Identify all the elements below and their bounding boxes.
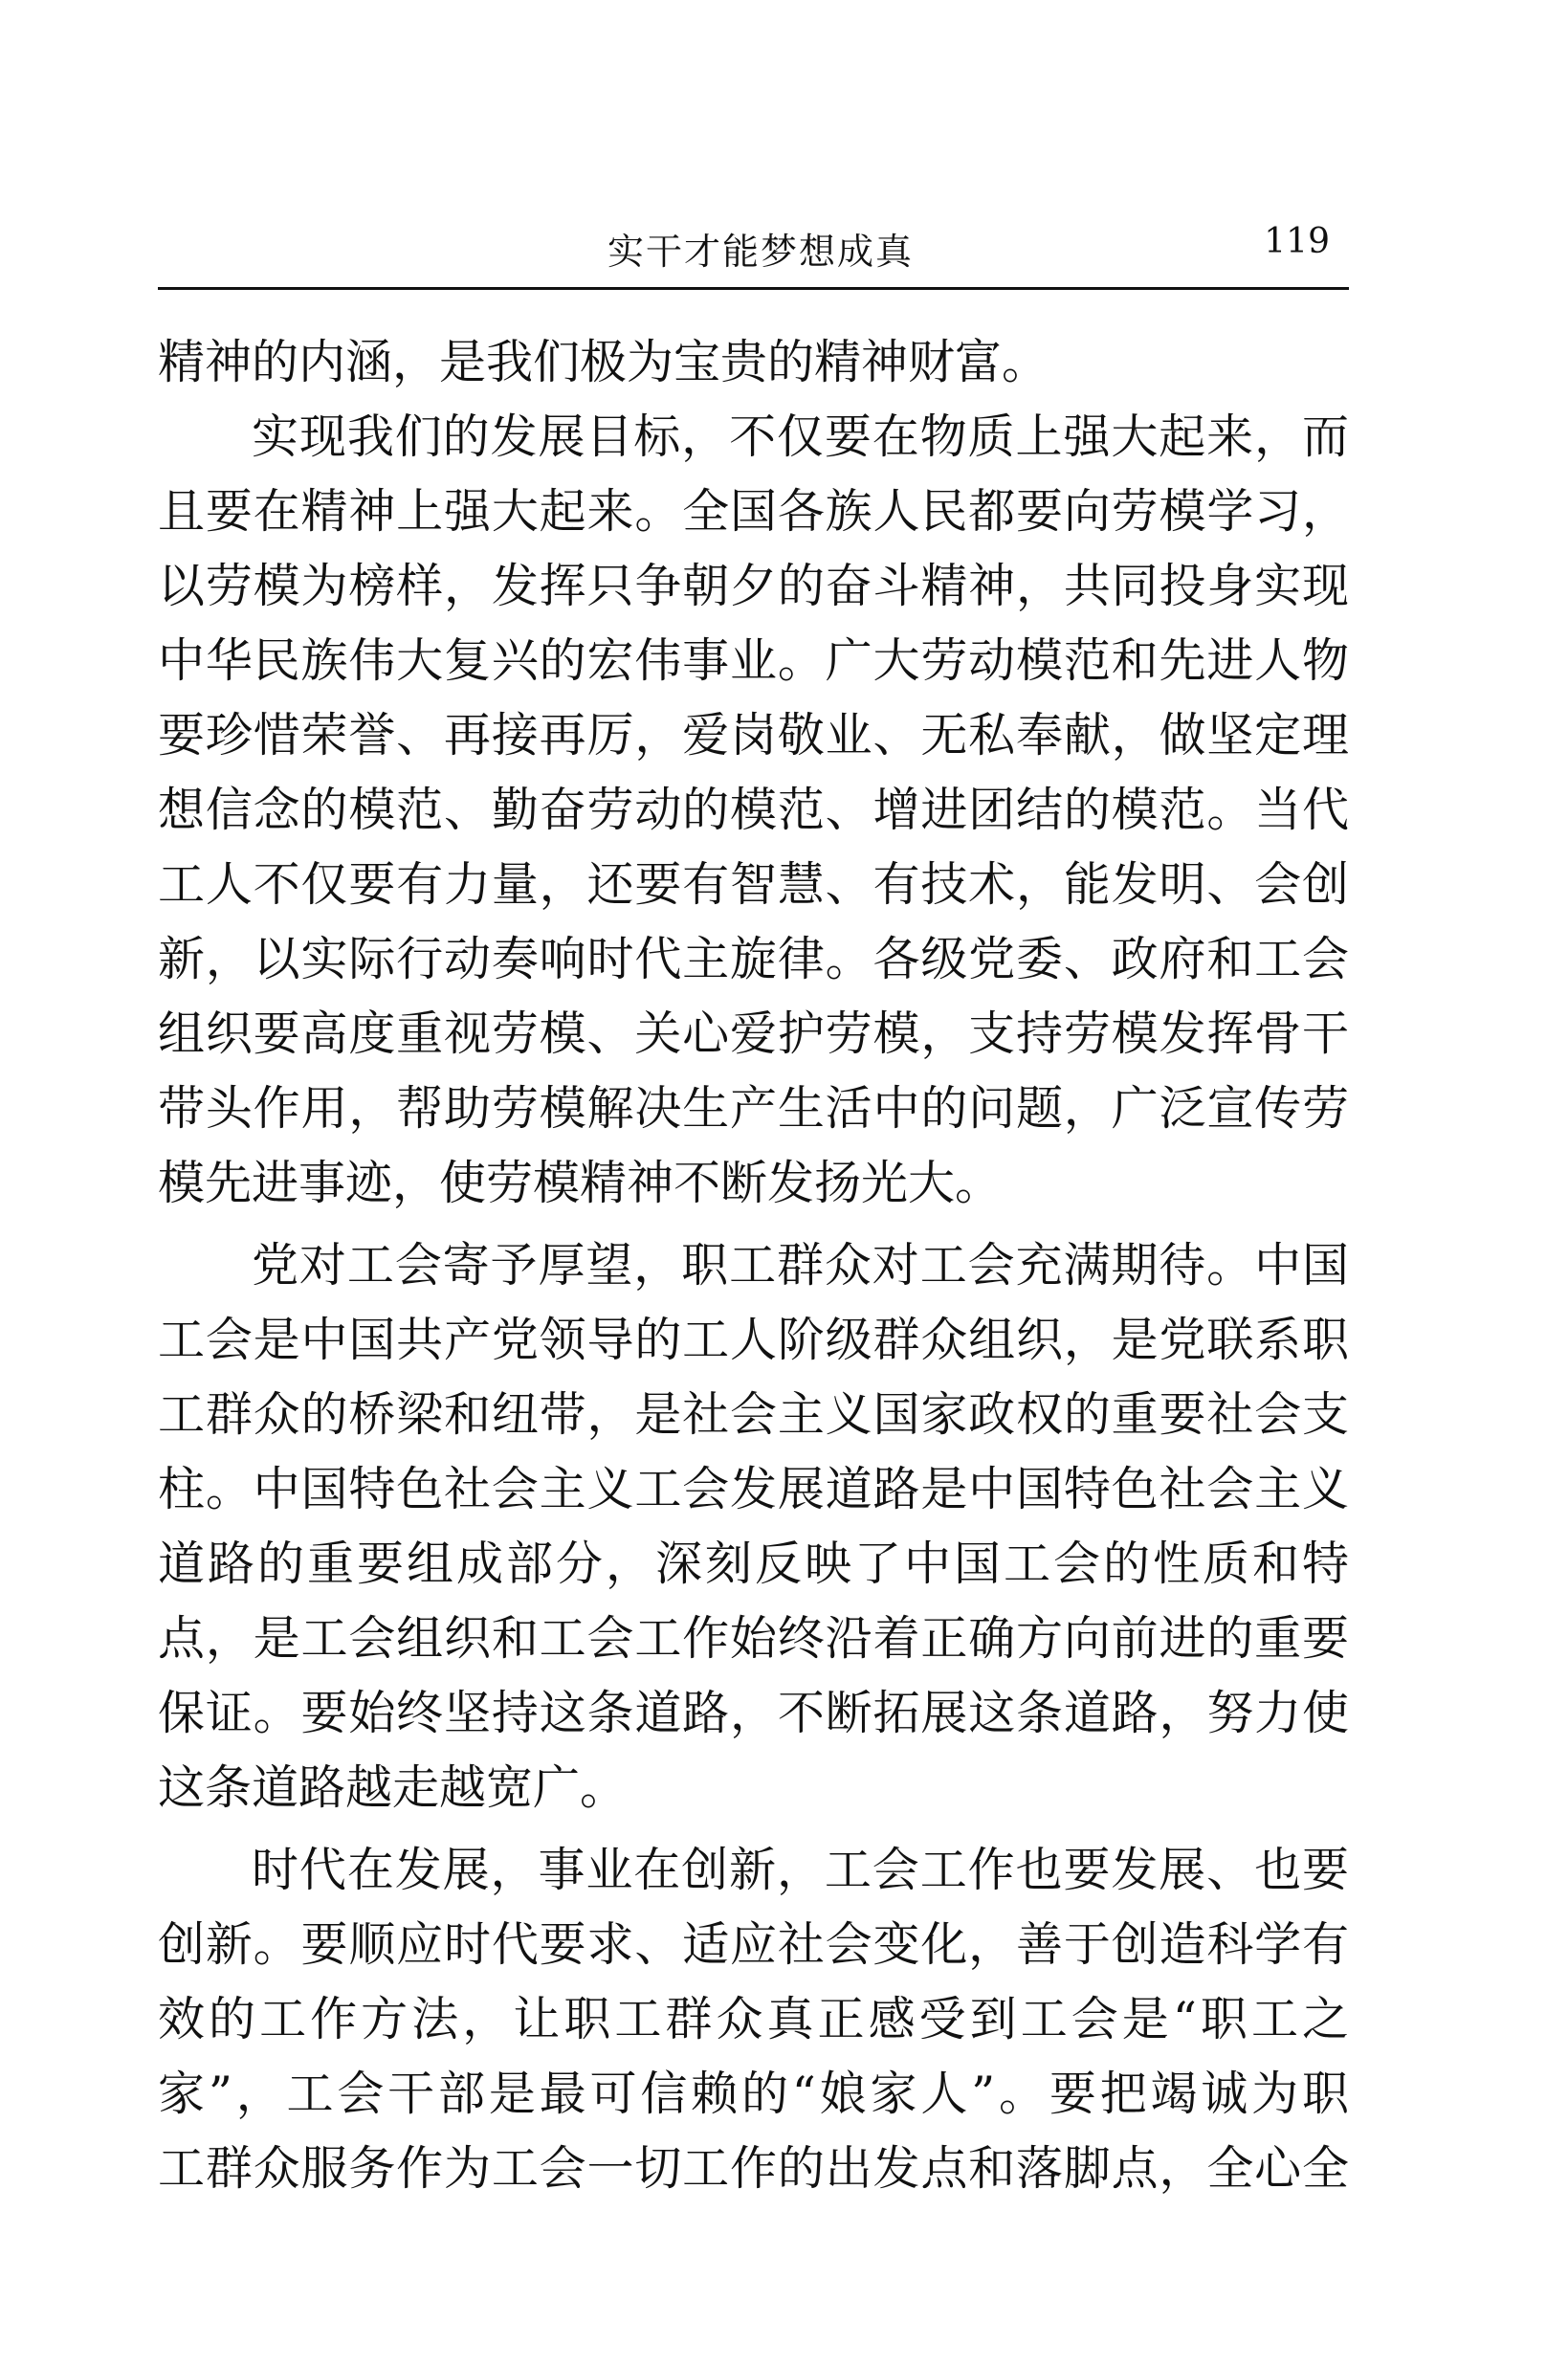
text-line: 新，以实际行动奏响时代主旋律。各级党委、政府和工会 xyxy=(158,932,1349,986)
text-line: 党对工会寄予厚望，职工群众对工会充满期待。中国 xyxy=(252,1238,1349,1293)
text-line: 工群众服务作为工会一切工作的出发点和落脚点，全心全 xyxy=(158,2141,1349,2196)
text-line: 中华民族伟大复兴的宏伟事业。广大劳动模范和先进人物 xyxy=(158,633,1349,688)
paragraph xyxy=(158,400,1349,1221)
text-line: 点，是工会组织和工会工作始终沿着正确方向前进的重要 xyxy=(158,1611,1349,1666)
text-line: 工人不仅要有力量，还要有智慧、有技术，能发明、会创 xyxy=(158,857,1349,912)
page-number: 119 xyxy=(1264,222,1330,261)
text-line: 道路的重要组成部分，深刻反映了中国工会的性质和特 xyxy=(158,1537,1349,1591)
text-line: 保证。要始终坚持这条道路，不断拓展这条道路，努力使 xyxy=(158,1686,1349,1740)
text-line: 实现我们的发展目标，不仅要在物质上强大起来，而 xyxy=(252,409,1349,464)
text-line: 效的工作方法，让职工群众真正感受到工会是“职工之 xyxy=(158,1992,1349,2046)
text-line: 带头作用，帮助劳模解决生产生活中的问题，广泛宣传劳 xyxy=(158,1081,1349,1136)
paragraph xyxy=(158,1228,1349,1825)
text-line: 以劳模为榜样，发挥只争朝夕的奋斗精神，共同投身实现 xyxy=(158,559,1349,613)
text-line: 精神的内涵，是我们极为宝贵的精神财富。 xyxy=(158,335,1049,389)
text-line: 时代在发展，事业在创新，工会工作也要发展、也要 xyxy=(252,1843,1349,1897)
text-line: 且要在精神上强大起来。全国各族人民都要向劳模学习， xyxy=(158,484,1349,539)
paragraph-continuation xyxy=(158,325,1349,400)
text-line: 想信念的模范、勤奋劳动的模范、增进团结的模范。当代 xyxy=(158,783,1349,837)
text-line: 模先进事迹，使劳模精神不断发扬光大。 xyxy=(158,1156,1003,1210)
text-line: 创新。要顺应时代要求、适应社会变化，善于创造科学有 xyxy=(158,1917,1349,1972)
page-header xyxy=(158,218,1349,290)
text-line: 工群众的桥梁和纽带，是社会主义国家政权的重要社会支 xyxy=(158,1387,1349,1442)
body-text xyxy=(158,325,1349,2206)
text-line: 家”，工会干部是最可信赖的“娘家人”。要把竭诚为职 xyxy=(158,2067,1349,2121)
text-line: 这条道路越走越宽广。 xyxy=(158,1760,628,1815)
text-line: 工会是中国共产党领导的工人阶级群众组织，是党联系职 xyxy=(158,1313,1349,1367)
paragraph xyxy=(158,1833,1349,2206)
running-title: 实干才能梦想成真 xyxy=(607,231,915,273)
text-line: 要珍惜荣誉、再接再厉，爱岗敬业、无私奉献，做坚定理 xyxy=(158,708,1349,763)
text-line: 组织要高度重视劳模、关心爱护劳模，支持劳模发挥骨干 xyxy=(158,1006,1349,1061)
text-line: 柱。中国特色社会主义工会发展道路是中国特色社会主义 xyxy=(158,1462,1349,1516)
